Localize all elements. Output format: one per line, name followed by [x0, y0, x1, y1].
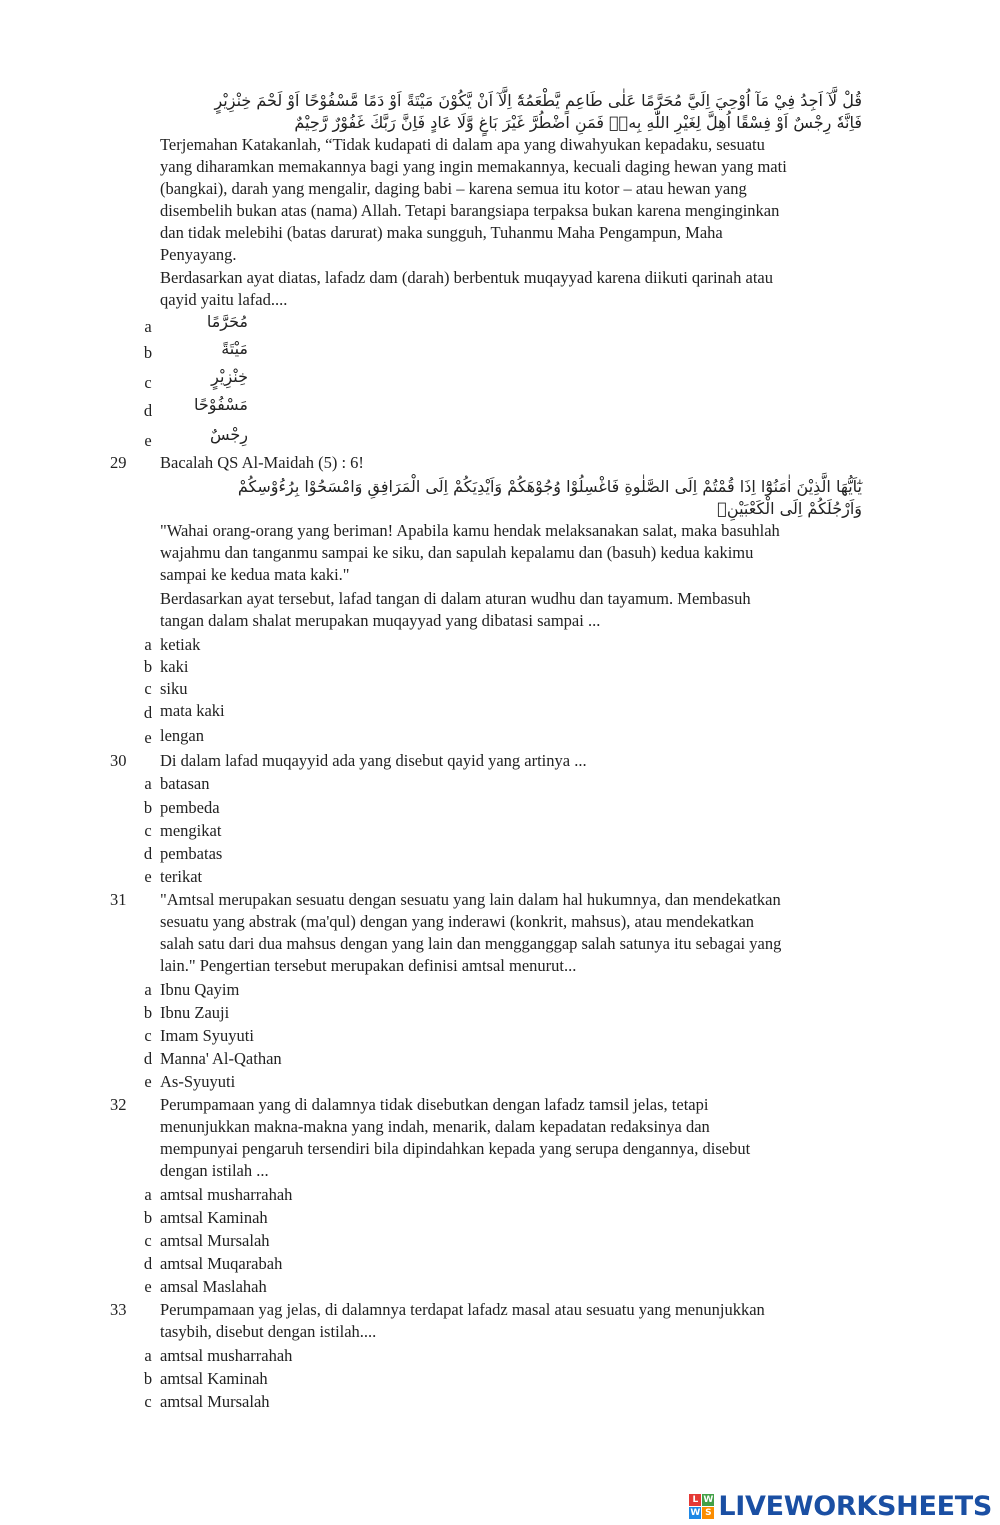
text-line: menunjukkan makna-makna yang indah, menarik, dalam kepadatan redaksinya dan — [160, 1117, 710, 1136]
q32-option-d[interactable]: amtsal Muqarabah — [160, 1254, 283, 1273]
question-number: 30 — [110, 751, 127, 770]
option-letter: a — [144, 1346, 152, 1365]
text-line: "Wahai orang-orang yang beriman! Apabila kamu hendak melaksanakan salat, maka basuhlah — [160, 521, 780, 540]
q33-option-b[interactable]: amtsal Kaminah — [160, 1369, 268, 1388]
q29-arabic-verse-line-1: يٰٓاَيُّهَا الَّذِيْنَ اٰمَنُوْٓا اِذَا قُمْتُمْ اِلَى الصَّلٰوةِ فَاغْسِلُوْا وُجُوْهَكُمْ وَاَيْدِيَكُمْ اِلَى الْمَرَافِقِ وَامْسَحُوْا بِرُءُوْسِكُمْ — [237, 477, 862, 496]
option-letter: e — [144, 728, 152, 747]
text-line: disembelih bukan atas (nama) Allah. Tetapi barangsiapa terpaksa bukan karena menginginkan — [160, 201, 780, 220]
text-line: Berdasarkan ayat tersebut, lafad tangan di dalam aturan wudhu dan tayamum. Membasuh — [160, 589, 751, 608]
q32-option-e[interactable]: amsal Maslahah — [160, 1277, 267, 1296]
logo-cell: S — [702, 1507, 714, 1519]
option-letter: a — [144, 635, 152, 654]
q29-option-d[interactable]: mata kaki — [160, 701, 225, 720]
option-letter: e — [144, 867, 152, 886]
q28-option-d[interactable]: مَسْفُوْحًا — [194, 395, 248, 414]
q33-question-text — [160, 1299, 850, 1343]
q29-intro: Bacalah QS Al-Maidah (5) : 6! — [160, 453, 364, 472]
q28-option-c[interactable]: خِنْزِيْرٍ — [211, 367, 248, 386]
text-line: salah satu dari dua mahsus dengan yang lain dan mengganggap salah satunya itu sebagai yang — [160, 934, 782, 953]
option-letter: b — [143, 798, 153, 817]
option-letter: a — [144, 317, 152, 336]
q31-option-d[interactable]: Manna' Al-Qathan — [160, 1049, 282, 1068]
option-letter: d — [143, 1049, 153, 1068]
logo-icon — [689, 1494, 714, 1519]
q28-option-e[interactable]: رِجْسٌ — [209, 425, 248, 444]
q32-option-c[interactable]: amtsal Mursalah — [160, 1231, 270, 1250]
option-letter: a — [144, 980, 152, 999]
option-letter: b — [143, 1003, 153, 1022]
question-number: 31 — [110, 890, 127, 909]
q28-option-a[interactable]: مُحَرَّمًا — [206, 312, 248, 331]
logo-cell: L — [689, 1494, 701, 1506]
q30-question-text — [160, 750, 850, 772]
q32-question-text — [160, 1094, 850, 1182]
q30-option-b[interactable]: pembeda — [160, 798, 220, 817]
option-letter: b — [143, 343, 153, 362]
q29-option-e[interactable]: lengan — [160, 726, 204, 745]
logo-text: LIVEWORKSHEETS — [718, 1490, 992, 1522]
q29-arabic-verse-line-2: وَاَرْجُلَكُمْ اِلَى الْكَعْبَيْنِۗ — [717, 499, 862, 518]
question-number: 29 — [110, 453, 127, 472]
q30-option-a[interactable]: batasan — [160, 774, 210, 793]
option-letter: c — [144, 1231, 152, 1250]
q29-option-a[interactable]: ketiak — [160, 635, 201, 654]
option-letter: c — [144, 821, 152, 840]
liveworksheets-logo[interactable] — [689, 1490, 992, 1522]
text-line: (bangkai), darah yang mengalir, daging babi – karena semua itu kotor – atau hewan yang — [160, 179, 747, 198]
text-line: tasybih, disebut dengan istilah.... — [160, 1322, 377, 1341]
option-letter: a — [144, 1185, 152, 1204]
q30-option-d[interactable]: pembatas — [160, 844, 223, 863]
text-line: "Amtsal merupakan sesuatu dengan sesuatu yang lain dalam hal hukumnya, dan mendekatkan — [160, 890, 781, 909]
q28-arabic-verse-line-1: قُلْ لَّآ اَجِدُ فِيْ مَآ اُوْحِيَ اِلَيَّ مُحَرَّمًا عَلٰى طَاعِمٍ يَّطْعَمُهٗٓ اِلَّآ اَنْ يَّكُوْنَ مَيْتَةً اَوْ دَمًا مَّسْفُوْحًا اَوْ لَحْمَ خِنْزِيْرٍ — [214, 91, 862, 110]
q30-option-c[interactable]: mengikat — [160, 821, 222, 840]
q33-option-c[interactable]: amtsal Mursalah — [160, 1392, 270, 1411]
text-line: Berdasarkan ayat diatas, lafadz dam (darah) berbentuk muqayyad karena diikuti qarinah atau — [160, 268, 773, 287]
option-letter: e — [144, 431, 152, 450]
q29-option-c[interactable]: siku — [160, 679, 188, 698]
option-letter: a — [144, 774, 152, 793]
q33-option-a[interactable]: amtsal musharrahah — [160, 1346, 293, 1365]
text-line: Perumpamaan yag jelas, di dalamnya terdapat lafadz masal atau sesuatu yang menunjukkan — [160, 1300, 765, 1319]
option-letter: c — [144, 373, 152, 392]
text-line: tangan dalam shalat merupakan muqayyad yang dibatasi sampai ... — [160, 611, 601, 630]
option-letter: b — [143, 657, 153, 676]
q31-option-b[interactable]: Ibnu Zauji — [160, 1003, 230, 1022]
text-line: qayid yaitu lafad.... — [160, 290, 288, 309]
q29-translation — [160, 520, 850, 586]
text-line: lain." Pengertian tersebut merupakan definisi amtsal menurut... — [160, 956, 577, 975]
question-number: 32 — [110, 1095, 127, 1114]
q32-option-a[interactable]: amtsal musharrahah — [160, 1185, 293, 1204]
option-letter: c — [144, 1026, 152, 1045]
option-letter: d — [143, 1254, 153, 1273]
option-letter: b — [143, 1369, 153, 1388]
q29-option-b[interactable]: kaki — [160, 657, 189, 676]
q28-arabic-verse-line-2: فَاِنَّهٗ رِجْسٌ اَوْ فِسْقًا اُهِلَّ لِغَيْرِ اللّٰهِ بِهٖۚ فَمَنِ اضْطُرَّ غَيْرَ بَاغٍ وَّلَا عَادٍ فَاِنَّ رَبَّكَ غَفُوْرٌ رَّحِيْمٌ — [294, 113, 862, 132]
q31-option-e[interactable]: As-Syuyuti — [160, 1072, 236, 1091]
q28-translation — [160, 134, 850, 266]
text-line: sampai ke kedua mata kaki." — [160, 565, 350, 584]
text-line: wajahmu dan tanganmu sampai ke siku, dan sapulah kepalamu dan (basuh) kedua kakimu — [160, 543, 754, 562]
question-number: 33 — [110, 1300, 127, 1319]
q28-option-b[interactable]: مَيْتَةً — [221, 339, 248, 358]
text-line: Di dalam lafad muqayyid ada yang disebut qayid yang artinya ... — [160, 751, 587, 770]
text-line: dan tidak melebihi (batas darurat) maka sungguh, Tuhanmu Maha Pengampun, Maha — [160, 223, 723, 242]
text-line: Perumpamaan yang di dalamnya tidak disebutkan dengan lafadz tamsil jelas, tetapi — [160, 1095, 709, 1114]
option-letter: d — [143, 703, 153, 722]
text-line: sesuatu yang abstrak (ma'qul) dengan yang inderawi (konkrit, mahsus), atau mendekatkan — [160, 912, 755, 931]
text-line: mempunyai pengaruh tersendiri bila dipindahkan kepada yang serupa dengannya, disebut — [160, 1139, 751, 1158]
text-line: dengan istilah ... — [160, 1161, 269, 1180]
q31-option-c[interactable]: Imam Syuyuti — [160, 1026, 254, 1045]
option-letter: b — [143, 1208, 153, 1227]
q29-question-text — [160, 588, 850, 632]
q32-option-b[interactable]: amtsal Kaminah — [160, 1208, 268, 1227]
option-letter: d — [143, 844, 153, 863]
option-letter: e — [144, 1277, 152, 1296]
text-line: yang diharamkan memakannya bagi yang ingin memakannya, kecuali daging hewan yang mati — [160, 157, 787, 176]
q31-question-text — [160, 889, 850, 977]
text-line: Terjemahan Katakanlah, “Tidak kudapati di dalam apa yang diwahyukan kepadaku, sesuatu — [160, 135, 765, 154]
option-letter: c — [144, 1392, 152, 1411]
q30-option-e[interactable]: terikat — [160, 867, 203, 886]
q31-option-a[interactable]: Ibnu Qayim — [160, 980, 240, 999]
option-letter: c — [144, 679, 152, 698]
logo-cell: W — [703, 1494, 714, 1505]
logo-cell: W — [690, 1507, 701, 1518]
q28-question-text — [160, 267, 850, 311]
text-line: Penyayang. — [160, 245, 237, 264]
option-letter: d — [143, 401, 153, 420]
option-letter: e — [144, 1072, 152, 1091]
